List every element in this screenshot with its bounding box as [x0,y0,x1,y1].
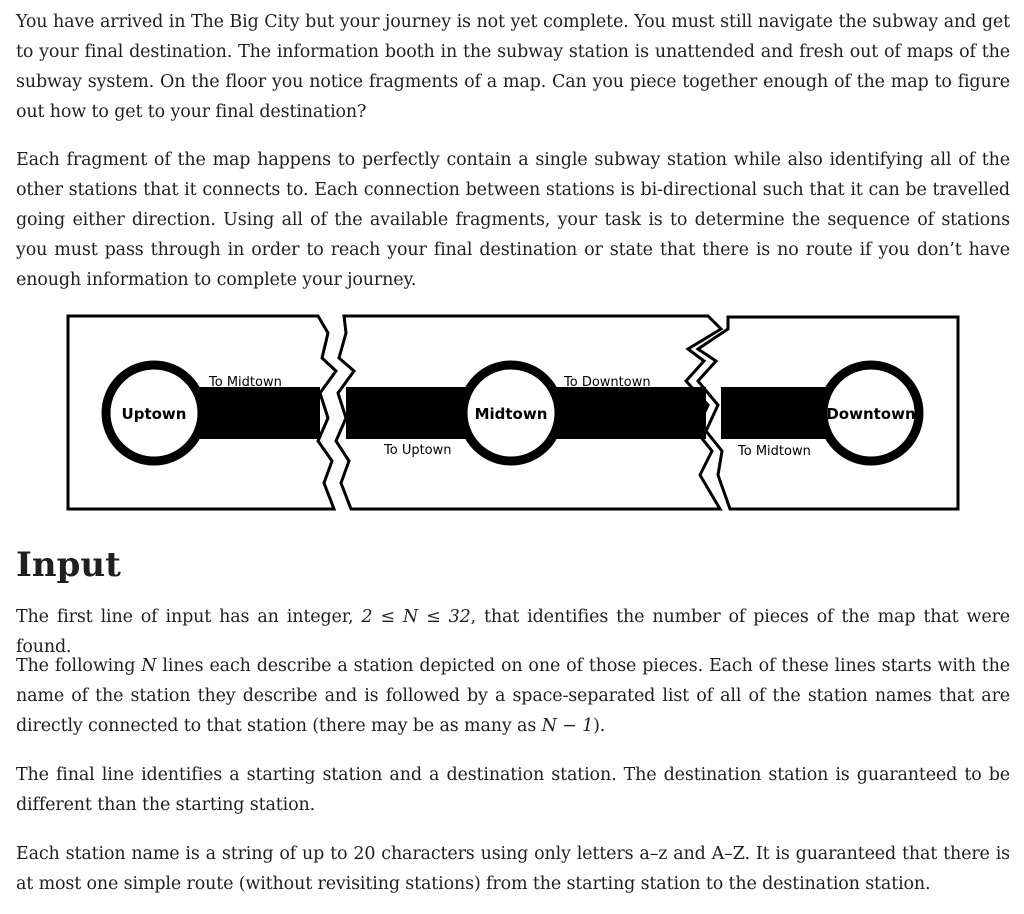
n-range-math: 2 ≤ N ≤ 32 [361,607,471,627]
input-p1-text-b: , that identifies the number of pieces of the map that were found. [16,607,1011,657]
n-minus-one-math: N − 1 [541,716,594,736]
input-p2-text-a: The following [16,656,142,676]
station-label-midtown: Midtown [474,405,548,423]
station-label-uptown: Uptown [121,405,187,423]
input-p1-text-a: The first line of input has an integer, [16,607,362,627]
input-p2-text-b: lines each describe a station depicted on one of those pieces. Each of these lines starts with the name of the station they describe and is followed by a space-separated list of all of the station names that are directly connected to that station (there may be as many as [16,656,1011,736]
input-heading: Input [16,545,121,585]
label-to-downtown: To Downtown [564,375,651,390]
subway-map-fragments-figure [66,313,960,513]
n-math: N [141,656,157,676]
input-paragraph-2 [16,651,1010,741]
station-label-downtown: Downtown [826,405,916,423]
intro-paragraph-1: You have arrived in The Big City but your journey is not yet complete. You must still navigate the subway and get to your final destination. The information booth in the subway station is unattended and fresh out of maps of the subway system. On the floor you notice fragments of a map. Can you piece together enough of the map to figure out how to get to your final destination? [16,12,1010,122]
input-paragraph-4: Each station name is a string of up to 20 characters using only letters a–z and A–Z. It is guaranteed that there is at most one simple route (without revisiting stations) from the starting station to the destination station. [16,844,1010,894]
label-to-midtown-2: To Midtown [738,444,811,459]
label-to-midtown-1: To Midtown [209,375,282,390]
subway-map-svg [66,313,960,513]
input-p2-text-c: ). [593,716,606,736]
label-to-uptown: To Uptown [384,443,452,458]
intro-paragraph-2: Each fragment of the map happens to perfectly contain a single subway station while also identifying all of the other stations that it connects to. Each connection between stations is bi-directional such that it can be travelled going either direction. Using all of the available fragments, your task is to determine the sequence of stations you must pass through in order to reach your final destination or state that there is no route if you don’t have enough information to complete your journey. [16,150,1010,290]
input-paragraph-3: The final line identifies a starting station and a destination station. The destination station is guaranteed to be different than the starting station. [16,765,1010,815]
